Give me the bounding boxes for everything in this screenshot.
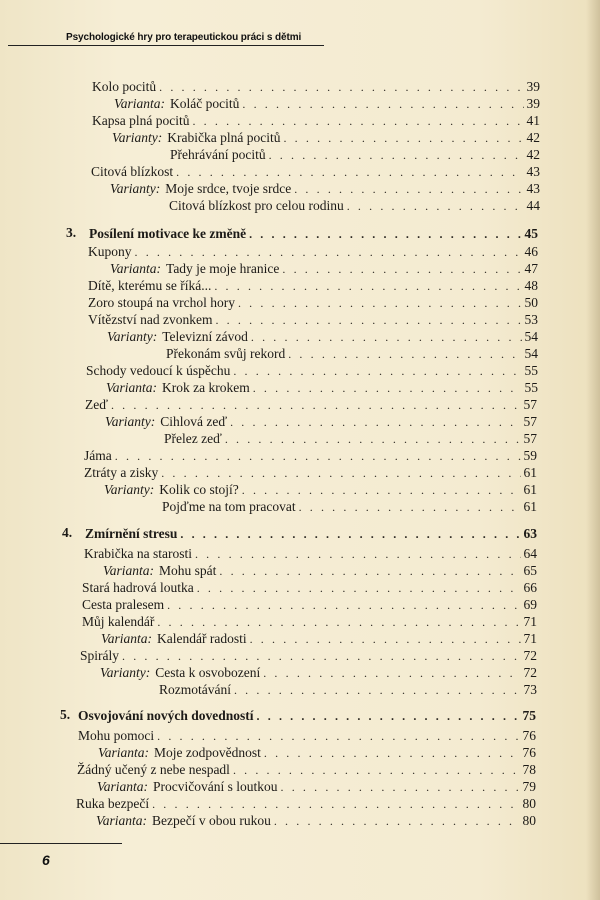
toc-entry-title: Rozmotávání (159, 682, 231, 697)
toc-entry-page: 72 (523, 665, 537, 680)
section-title: Osvojování nových dovedností (78, 708, 254, 723)
toc-entry-page: 65 (523, 563, 537, 578)
toc-entry[interactable] (112, 130, 540, 147)
leader-dots (219, 563, 520, 579)
toc-entry[interactable] (164, 431, 537, 448)
toc-entry-page: 42 (526, 147, 540, 162)
toc-entry-title: Jáma (84, 448, 112, 463)
toc-entry-title: Mohu pomoci (78, 728, 155, 743)
leader-dots (294, 181, 523, 197)
leader-dots (282, 261, 521, 277)
toc-entry-page: 69 (523, 597, 537, 612)
toc-entry-page: 55 (524, 363, 538, 378)
toc-entry[interactable] (86, 363, 538, 380)
variant-label: Varianty: (100, 665, 151, 680)
toc-entry-title: Krok za krokem (162, 380, 250, 395)
toc-entry-page: 71 (523, 614, 537, 629)
toc-entry-page: 39 (526, 79, 540, 94)
leader-dots (347, 198, 524, 214)
leader-dots (157, 614, 520, 630)
leader-dots (161, 465, 520, 481)
toc-entry-page: 64 (523, 546, 537, 561)
toc-entry[interactable] (88, 244, 538, 261)
toc-entry-page: 73 (523, 682, 537, 697)
leader-dots (197, 580, 521, 596)
section-number: 5. (60, 707, 71, 722)
leader-dots (269, 147, 524, 163)
section-number: 4. (62, 525, 73, 540)
toc-entry-page: 61 (523, 499, 537, 514)
toc-entry[interactable] (114, 96, 540, 113)
toc-entry[interactable] (104, 482, 537, 499)
toc-entry-page: 79 (522, 779, 536, 794)
toc-entry-title: Dítě, kterému se říká... (88, 278, 212, 293)
leader-dots (234, 682, 521, 698)
toc-entry-title: Cesta k osvobození (155, 665, 261, 680)
leader-dots (288, 346, 521, 362)
toc-entry-title: Koláč pocitů (170, 96, 240, 111)
toc-entry-page: 44 (526, 198, 540, 213)
toc-entry-title: Kalendář radosti (157, 631, 247, 646)
toc-entry-title: Citová blízkost (91, 164, 174, 179)
variant-label: Varianta: (114, 96, 166, 111)
leader-dots (159, 79, 523, 95)
toc-entry-page: 75 (522, 708, 536, 723)
variant-label: Varianta: (110, 261, 162, 276)
toc-entry-title: Krabička na starosti (84, 546, 192, 561)
leader-dots (230, 414, 520, 430)
toc-entry-title: Mohu spát (159, 563, 217, 578)
leader-dots (215, 312, 521, 328)
leader-dots (115, 448, 521, 464)
toc-entry[interactable] (101, 631, 537, 648)
toc-entry[interactable] (82, 597, 537, 614)
variant-label: Varianty: (105, 414, 156, 429)
toc-entry-page: 48 (524, 278, 538, 293)
toc-entry[interactable] (97, 779, 536, 796)
toc-entry-title: Kolik co stojí? (159, 482, 239, 497)
toc-entry-page: 43 (526, 181, 540, 196)
variant-label: Varianty: (107, 329, 158, 344)
toc-entry[interactable] (84, 465, 537, 482)
toc-entry-title: Procvičování s loutkou (153, 779, 278, 794)
toc-entry[interactable] (103, 563, 537, 580)
toc-entry[interactable] (170, 147, 540, 164)
toc-entry[interactable] (88, 295, 538, 312)
toc-entry[interactable] (159, 682, 537, 699)
variant-label: Varianty: (112, 130, 163, 145)
toc-entry-page: 47 (524, 261, 538, 276)
leader-dots (242, 96, 523, 112)
toc-entry-title: Překonám svůj rekord (166, 346, 286, 361)
leader-dots (263, 665, 520, 681)
toc-entry-title: Krabička plná pocitů (167, 130, 281, 145)
toc-entry-title: Bezpečí v obou rukou (152, 813, 271, 828)
toc-entry-page: 57 (523, 397, 537, 412)
toc-entry[interactable] (110, 181, 540, 198)
toc-entry-page: 80 (522, 796, 536, 811)
leader-dots (122, 648, 521, 664)
variant-label: Varianta: (101, 631, 153, 646)
toc-entry-title: Ruka bezpečí (76, 796, 150, 811)
leader-dots (192, 113, 523, 129)
variant-label: Varianta: (106, 380, 158, 395)
toc-entry-page: 55 (524, 380, 538, 395)
leader-dots (283, 130, 523, 146)
toc-entry-page: 57 (523, 414, 537, 429)
variant-label: Varianty: (110, 181, 161, 196)
toc-entry-title: Spirály (80, 648, 119, 663)
toc-entry-title: Vítězství nad zvonkem (88, 312, 213, 327)
toc-entry-title: Kapsa plná pocitů (92, 113, 190, 128)
toc-entry-page: 66 (523, 580, 537, 595)
leader-dots (250, 631, 521, 647)
section-title: Zmírnění stresu (85, 526, 178, 541)
toc-entry-page: 54 (524, 346, 538, 361)
toc-entry-title: Tady je moje hranice (166, 261, 280, 276)
toc-entry-page: 50 (524, 295, 538, 310)
toc-entry[interactable] (84, 546, 537, 563)
variant-label: Varianta: (103, 563, 155, 578)
toc-entry-title: Cesta pralesem (82, 597, 165, 612)
toc-section[interactable] (78, 708, 536, 725)
toc-entry-page: 43 (526, 164, 540, 179)
variant-label: Varianta: (97, 779, 149, 794)
toc-entry[interactable] (76, 796, 536, 813)
leader-dots (152, 796, 519, 812)
variant-label: Varianta: (98, 745, 150, 760)
section-title: Posílení motivace ke změně (89, 226, 247, 241)
toc-entry-title: Cihlová zeď (160, 414, 228, 429)
toc-entry-title: Citová blízkost pro celou rodinu (169, 198, 344, 213)
toc-entry[interactable] (82, 614, 537, 631)
toc-entry-title: Kupony (88, 244, 132, 259)
toc-entry-title: Pojďme na tom pracovat (162, 499, 296, 514)
variant-label: Varianta: (96, 813, 148, 828)
leader-dots (281, 779, 520, 795)
toc-section[interactable] (89, 226, 538, 243)
leader-dots (257, 708, 520, 724)
toc-entry-page: 78 (522, 762, 536, 777)
toc-entry-page: 57 (523, 431, 537, 446)
leader-dots (111, 397, 521, 413)
toc-entry-page: 54 (524, 329, 538, 344)
leader-dots (249, 226, 521, 242)
toc-section[interactable] (85, 526, 537, 543)
leader-dots (167, 597, 520, 613)
toc-entry-page: 61 (523, 482, 537, 497)
toc-entry-title: Zoro stoupá na vrchol hory (88, 295, 235, 310)
toc-entry[interactable] (82, 580, 537, 597)
toc-entry-page: 76 (522, 745, 536, 760)
toc-entry-page: 71 (523, 631, 537, 646)
toc-entry[interactable] (96, 813, 536, 830)
toc-entry-page: 53 (524, 312, 538, 327)
toc-entry-page: 39 (526, 96, 540, 111)
running-header: Psychologické hry pro terapeutickou práci s dětmi (66, 32, 302, 43)
leader-dots (176, 164, 523, 180)
toc-entry-title: Zeď (85, 397, 108, 412)
toc-entry[interactable] (110, 261, 538, 278)
leader-dots (238, 295, 522, 311)
toc-entry-title: Ztráty a zisky (84, 465, 159, 480)
page-number: 6 (42, 852, 50, 868)
leader-dots (157, 728, 519, 744)
toc-entry-page: 76 (522, 728, 536, 743)
toc-entry-page: 46 (524, 244, 538, 259)
toc-entry[interactable] (77, 762, 536, 779)
toc-entry[interactable] (78, 728, 536, 745)
toc-entry[interactable] (85, 397, 537, 414)
toc-entry-title: Schody vedoucí k úspěchu (86, 363, 231, 378)
toc-entry-page: 45 (524, 226, 538, 241)
toc-entry-page: 80 (522, 813, 536, 828)
leader-dots (299, 499, 521, 515)
toc-entry[interactable] (169, 198, 540, 215)
toc-entry[interactable] (91, 164, 540, 181)
leader-dots (225, 431, 521, 447)
toc-entry-page: 42 (526, 130, 540, 145)
toc-entry[interactable] (100, 665, 537, 682)
toc-entry-title: Televizní závod (162, 329, 248, 344)
toc-entry[interactable] (88, 312, 538, 329)
toc-entry-page: 72 (523, 648, 537, 663)
toc-entry-title: Přehrávání pocitů (170, 147, 266, 162)
toc-entry-title: Můj kalendář (82, 614, 155, 629)
leader-dots (251, 329, 522, 345)
toc-entry-title: Stará hadrová loutka (82, 580, 194, 595)
toc-entry[interactable] (92, 79, 540, 96)
toc-entry[interactable] (107, 329, 538, 346)
leader-dots (242, 482, 521, 498)
toc-entry-page: 63 (523, 526, 537, 541)
toc-entry-title: Žádný učený z nebe nespadl (77, 762, 230, 777)
toc-entry-title: Kolo pocitů (92, 79, 157, 94)
leader-dots (264, 745, 520, 761)
toc-entry[interactable] (166, 346, 538, 363)
toc-entry-title: Moje srdce, tvoje srdce (165, 181, 292, 196)
leader-dots (195, 546, 521, 562)
toc-entry-page: 41 (526, 113, 540, 128)
leader-dots (180, 526, 520, 542)
toc-entry[interactable] (84, 448, 537, 465)
section-number: 3. (66, 225, 77, 240)
leader-dots (233, 762, 520, 778)
toc-entry[interactable] (162, 499, 537, 516)
toc-entry[interactable] (80, 648, 537, 665)
toc-entry-title: Moje zodpovědnost (154, 745, 261, 760)
toc-entry[interactable] (88, 278, 538, 295)
leader-dots (274, 813, 520, 829)
variant-label: Varianty: (104, 482, 155, 497)
toc-entry[interactable] (92, 113, 540, 130)
toc-entry-title: Přelez zeď (164, 431, 222, 446)
toc-entry-page: 59 (523, 448, 537, 463)
toc-entry[interactable] (105, 414, 537, 431)
leader-dots (233, 363, 521, 379)
toc-entry[interactable] (98, 745, 536, 762)
leader-dots (214, 278, 521, 294)
toc-entry-page: 61 (523, 465, 537, 480)
leader-dots (253, 380, 522, 396)
toc-entry[interactable] (106, 380, 538, 397)
leader-dots (135, 244, 522, 260)
footer-rule (0, 843, 122, 844)
